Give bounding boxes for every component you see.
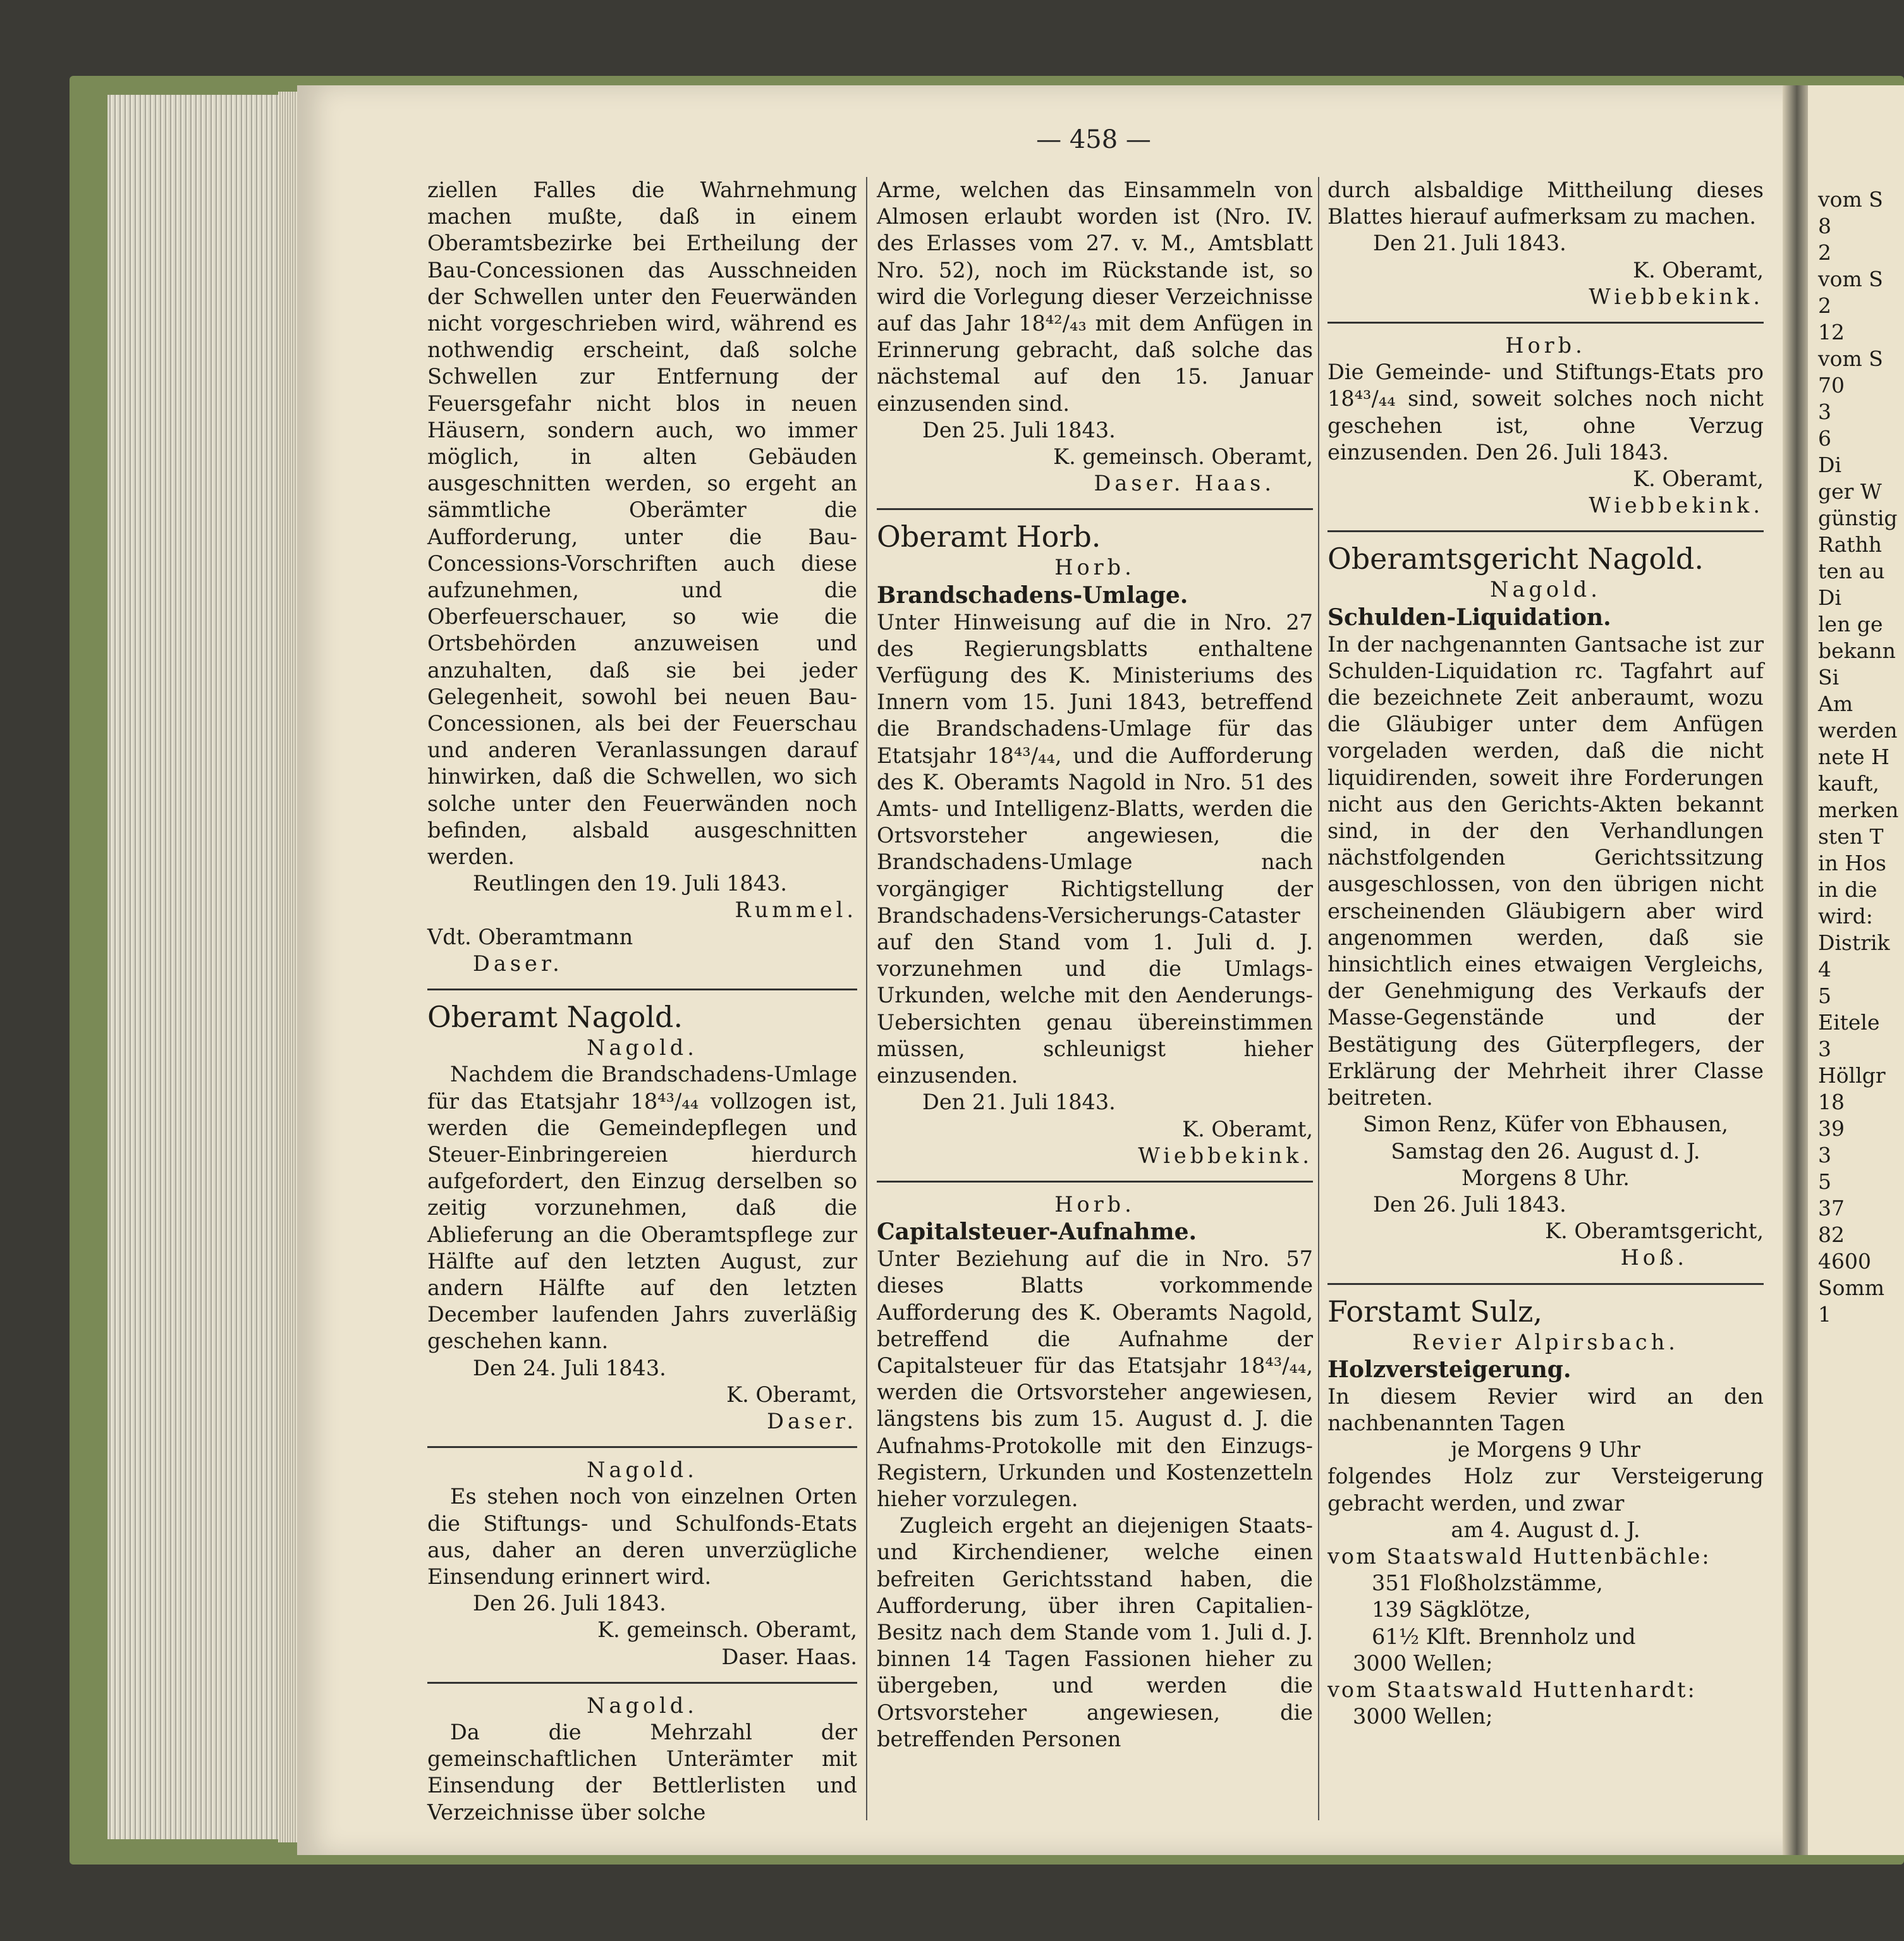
- page-number: — 458 —: [1036, 125, 1151, 154]
- next-page-line: 3: [1818, 1143, 1831, 1167]
- date-line: Den 24. Juli 1843.: [473, 1355, 666, 1380]
- next-page-line: in Hos: [1818, 851, 1886, 875]
- next-page-lines: [1808, 85, 1904, 1328]
- next-page-line: 2: [1818, 293, 1831, 318]
- subheading: Brandschadens-Umlage.: [877, 581, 1188, 609]
- next-page-line: sten T: [1818, 824, 1884, 849]
- place-line: Nagold.: [587, 1457, 698, 1483]
- signature: K. Oberamt,: [1633, 257, 1764, 283]
- signature: K. gemeinsch. Oberamt,: [1053, 444, 1313, 470]
- section-divider: [877, 1181, 1313, 1183]
- next-page-line: wird:: [1818, 904, 1873, 928]
- next-page-line: 37: [1818, 1196, 1845, 1220]
- next-page-line: merken: [1818, 798, 1899, 822]
- text-line: am 4. August d. J.: [1451, 1517, 1640, 1542]
- paragraph: Da die Mehrzahl der gemeinschaftlichen Unterämter mit Einsendung der Bettlerlisten und Verzeichnisse über solche: [427, 1719, 857, 1825]
- next-page-line: vom S: [1818, 187, 1883, 212]
- place-line: Horb.: [1054, 555, 1135, 580]
- place-line: Nagold.: [587, 1693, 698, 1718]
- section-divider: [1327, 1283, 1764, 1285]
- paragraph: Unter Beziehung auf die in Nro. 57 dieses Blatts vorkommende Aufforderung des K. Oberamts Nagold, betreffend die Aufnahme der Capitalsteuer für das Etatsjahr 18⁴³/₄₄, werden die Ortsvorsteher angewiesen, längstens bis zum 15. August d. J. die Aufnahms-Protokolle mit den Einzugs-Registern, Urkunden und Kostenzetteln hieher vorzulegen.: [877, 1246, 1313, 1511]
- next-page-line: 12: [1818, 320, 1845, 344]
- section-divider: [1327, 530, 1764, 532]
- place-line: Nagold.: [587, 1035, 698, 1061]
- date-line: Den 26. Juli 1843.: [1373, 1191, 1566, 1217]
- next-page-line: Somm: [1818, 1275, 1885, 1300]
- next-page-line: Höllgr: [1818, 1063, 1886, 1088]
- date-line: Den 21. Juli 1843.: [1373, 231, 1566, 256]
- section-heading: Oberamtsgericht Nagold.: [1327, 542, 1704, 576]
- signature: K. Oberamt,: [1633, 466, 1764, 492]
- date-line: Den 26. Juli 1843.: [473, 1591, 666, 1616]
- next-page-line: 5: [1818, 1169, 1831, 1194]
- next-page-line: Distrik: [1818, 930, 1890, 955]
- signature: Daser.: [767, 1408, 857, 1433]
- section-heading: Forstamt Sulz,: [1327, 1294, 1543, 1329]
- section-divider: [427, 989, 857, 990]
- subheading: Schulden-Liquidation.: [1327, 604, 1611, 631]
- next-page-line: 8: [1818, 214, 1831, 238]
- section-divider: [427, 1682, 857, 1684]
- next-page-line: Am: [1818, 691, 1853, 716]
- paragraph: Unter Hinweisung auf die in Nro. 27 des Regierungsblatts enthaltene Verfügung des K. Ministeriums des Innern vom 15. Juni 1843, betreffend die Brandschadens-Umlage für das Etatsjahr 18⁴³/₄₄, und die Aufforderung des K. Oberamts Nagold in Nro. 51 des Amts- und Intelligenz-Blatts, werden die Ortsvorsteher angewiesen, die Brandschadens-Umlage nach vorgängiger Richtigstellung der Brandschadens-Versicherungs-Cataster auf den Stand vom 1. Juli d. J. vorzunehmen und die Umlags-Urkunden, welche mit den Aenderungs-Uebersichten genau übereinstimmen müssen, schleunigst hieher einzusenden.: [877, 609, 1313, 1088]
- next-page-line: günstig: [1818, 506, 1898, 530]
- next-page-line: 4: [1818, 957, 1831, 982]
- signature: Hoß.: [1620, 1245, 1688, 1270]
- next-page-line: len ge: [1818, 612, 1883, 636]
- date-line: Den 25. Juli 1843.: [922, 417, 1116, 442]
- next-page-line: 82: [1818, 1222, 1845, 1247]
- paragraph: Arme, welchen das Einsammeln von Almosen erlaubt worden ist (Nro. IV. des Erlasses vom 27. v. M., Amtsblatt Nro. 52), noch im Rückstande ist, so wird die Vorlegung dieser Verzeichnisse auf das Jahr 18⁴²/₄₃ mit dem Anfügen in Erinnerung gebracht, daß solche das nächstemal auf den 15. Januar einzusenden sind.: [877, 178, 1313, 416]
- paragraph: durch alsbaldige Mittheilung dieses Blattes hierauf aufmerksam zu machen.: [1327, 178, 1764, 229]
- next-page-line: ten au: [1818, 559, 1885, 583]
- vdt-line: Vdt. Oberamtmann: [427, 924, 633, 949]
- paragraph: ziellen Falles die Wahrnehmung machen mußte, daß in einem Oberamtsbezirke bei Ertheilung der Bau-Concessionen das Ausschneiden der Schwellen unter den Feuerwänden nicht vorgeschrieben wird, während es nothwendig erscheint, daß solche Schwellen zur Entfernung der Feuersgefahr nicht blos in neuen Häusern, sondern auch, wo immer möglich, in alten Gebäuden ausgeschnitten werden, so ergeht an sämmtliche Oberämter die Aufforderung, unter die Bau-Concessions-Vorschriften auch diese aufzunehmen, und die Oberfeuerschauer, so wie die Ortsbehörden anzuweisen und anzuhalten, daß sie bei jeder Gelegenheit, sowohl bei neuen Bau-Concessionen, als bei der Feuerschau und anderen Veranlassungen darauf hinwirken, daß die Schwellen, wo sich solche unter den Feuerwänden noch befinden, alsbald ausgeschnitten werden.: [427, 178, 857, 870]
- signature: K. Oberamt,: [1182, 1116, 1313, 1141]
- text-line: Morgens 8 Uhr.: [1462, 1165, 1630, 1190]
- place-line: Nagold.: [1490, 577, 1601, 602]
- next-page-line: 1: [1818, 1302, 1831, 1327]
- section-heading: Oberamt Nagold.: [427, 1000, 683, 1035]
- column-rule-2: [1318, 177, 1319, 1820]
- signature: Rummel.: [735, 897, 857, 923]
- page-edges: [107, 95, 291, 1839]
- list-item: 139 Sägklötze,: [1372, 1597, 1531, 1622]
- paragraph: Es stehen noch von einzelnen Orten die Stiftungs- und Schulfonds-Etats aus, daher an deren unverzügliche Einsendung erinnert wird.: [427, 1484, 857, 1589]
- next-page-line: Eitele: [1818, 1010, 1880, 1035]
- signature: Wiebbekink.: [1138, 1143, 1313, 1168]
- signature: Daser.: [473, 951, 563, 976]
- paragraph: folgendes Holz zur Versteigerung gebracht werden, und zwar: [1327, 1464, 1764, 1516]
- text-line: Simon Renz, Küfer von Ebhausen,: [1363, 1112, 1728, 1137]
- section-divider: [877, 508, 1313, 510]
- column-3: [1327, 177, 1764, 1730]
- next-page-line: 2: [1818, 240, 1831, 265]
- next-page-line: kauft,: [1818, 771, 1879, 796]
- next-page-line: werden: [1818, 718, 1898, 743]
- signature: Wiebbekink.: [1589, 284, 1764, 309]
- signature: K. Oberamt,: [726, 1382, 857, 1407]
- signature: Wiebbekink.: [1589, 493, 1764, 518]
- text-line: vom Staatswald Huttenhardt:: [1327, 1677, 1697, 1702]
- signature: K. gemeinsch. Oberamt,: [597, 1617, 857, 1643]
- next-page-line: 5: [1818, 983, 1831, 1008]
- list-item: 351 Floßholzstämme,: [1372, 1571, 1603, 1596]
- signature: Daser. Haas.: [721, 1644, 857, 1669]
- paragraph: Zugleich ergeht an diejenigen Staats- und Kirchendiener, welche einen befreiten Gerichtsstand haben, die Aufforderung, über ihren Capitalien-Besitz nach dem Stande vom 1. Juli d. J. binnen 14 Tagen Fassionen hieher zu übergeben, und werden die Ortsvorsteher angewiesen, die betreffenden Personen: [877, 1513, 1313, 1751]
- next-page-line: Di: [1818, 585, 1842, 610]
- next-page-line: Si: [1818, 665, 1840, 690]
- next-page-line: 39: [1818, 1116, 1845, 1141]
- next-page-line: Rathh: [1818, 532, 1883, 557]
- next-page-line: ger W: [1818, 479, 1882, 504]
- paragraph: Nachdem die Brandschadens-Umlage für das Etatsjahr 18⁴³/₄₄ vollzogen ist, werden die Gemeindepflegen und Steuer-Einbringereien hierdurch aufgefordert, den Einzug derselben so zeitig vorzunehmen, daß die Ablieferung an die Oberamtspflege zur Hälfte auf den letzten August, zur andern Hälfte auf den letzten December laufenden Jahrs zuverläßig geschehen kann.: [427, 1062, 857, 1354]
- section-divider: [1327, 322, 1764, 324]
- next-page-fragment: [1808, 85, 1904, 1855]
- place-line: Horb.: [1505, 333, 1586, 358]
- next-page-line: Di: [1818, 453, 1842, 477]
- paragraph: Die Gemeinde- und Stiftungs-Etats pro 18⁴³/₄₄ sind, soweit solches noch nicht geschehen ist, ohne Verzug einzusenden. Den 26. Juli 1843.: [1327, 360, 1764, 465]
- date-line: Den 21. Juli 1843.: [922, 1090, 1116, 1115]
- place-line: Horb.: [1054, 1191, 1135, 1217]
- signature: Daser. Haas.: [1094, 471, 1275, 496]
- next-page-line: bekann: [1818, 638, 1896, 663]
- next-page-line: 4600: [1818, 1249, 1871, 1274]
- next-page-line: vom S: [1818, 346, 1883, 371]
- next-page-line: nete H: [1818, 745, 1889, 769]
- paragraph: In diesem Revier wird an den nachbenannten Tagen: [1327, 1384, 1764, 1435]
- column-1: [427, 177, 857, 1826]
- next-page-line: 3: [1818, 1037, 1831, 1061]
- section-divider: [427, 1446, 857, 1448]
- list-item: 61½ Klft. Brennholz und: [1372, 1624, 1636, 1649]
- next-page-line: 6: [1818, 426, 1831, 451]
- book-gutter: [1783, 85, 1811, 1855]
- text-line: Samstag den 26. August d. J.: [1391, 1138, 1700, 1164]
- column-2: [877, 177, 1313, 1753]
- subheading: Holzversteigerung.: [1327, 1356, 1571, 1383]
- paragraph: In der nachgenannten Gantsache ist zur Schulden-Liquidation rc. Tagfahrt auf die bezeichnete Zeit anberaumt, wozu die Gläubiger unter dem Anfügen vorgeladen werden, daß die nicht liquidirenden, soweit ihre Forderungen nicht aus den Gerichts-Akten bekannt sind, in der den Verhandlungen nächstfolgenden Gerichtssitzung ausgeschlossen, von den übrigen nicht erscheinenden Gläubigern aber wird angenommen werden, daß sie hinsichtlich eines etwaigen Vergleichs, der Genehmigung des Verkaufs der Masse-Gegenstände und der Bestätigung des Güterpflegers, der Erklärung der Mehrheit ihrer Classe beitreten.: [1327, 631, 1764, 1110]
- text-line: je Morgens 9 Uhr: [1451, 1437, 1640, 1463]
- list-item: 3000 Wellen;: [1353, 1704, 1493, 1729]
- text-line: vom Staatswald Huttenbächle:: [1327, 1543, 1711, 1569]
- section-heading: Oberamt Horb.: [877, 520, 1101, 554]
- signature: K. Oberamtsgericht,: [1545, 1219, 1764, 1244]
- next-page-line: 70: [1818, 373, 1845, 398]
- next-page-line: in die: [1818, 877, 1877, 902]
- column-rule-1: [866, 177, 867, 1820]
- date-line: Reutlingen den 19. Juli 1843.: [473, 871, 787, 896]
- next-page-line: vom S: [1818, 267, 1883, 291]
- subheading: Capitalsteuer-Aufnahme.: [877, 1219, 1197, 1246]
- list-item: 3000 Wellen;: [1353, 1650, 1493, 1676]
- next-page-line: 18: [1818, 1090, 1845, 1114]
- place-line: Revier Alpirsbach.: [1412, 1329, 1679, 1354]
- next-page-line: 3: [1818, 399, 1831, 424]
